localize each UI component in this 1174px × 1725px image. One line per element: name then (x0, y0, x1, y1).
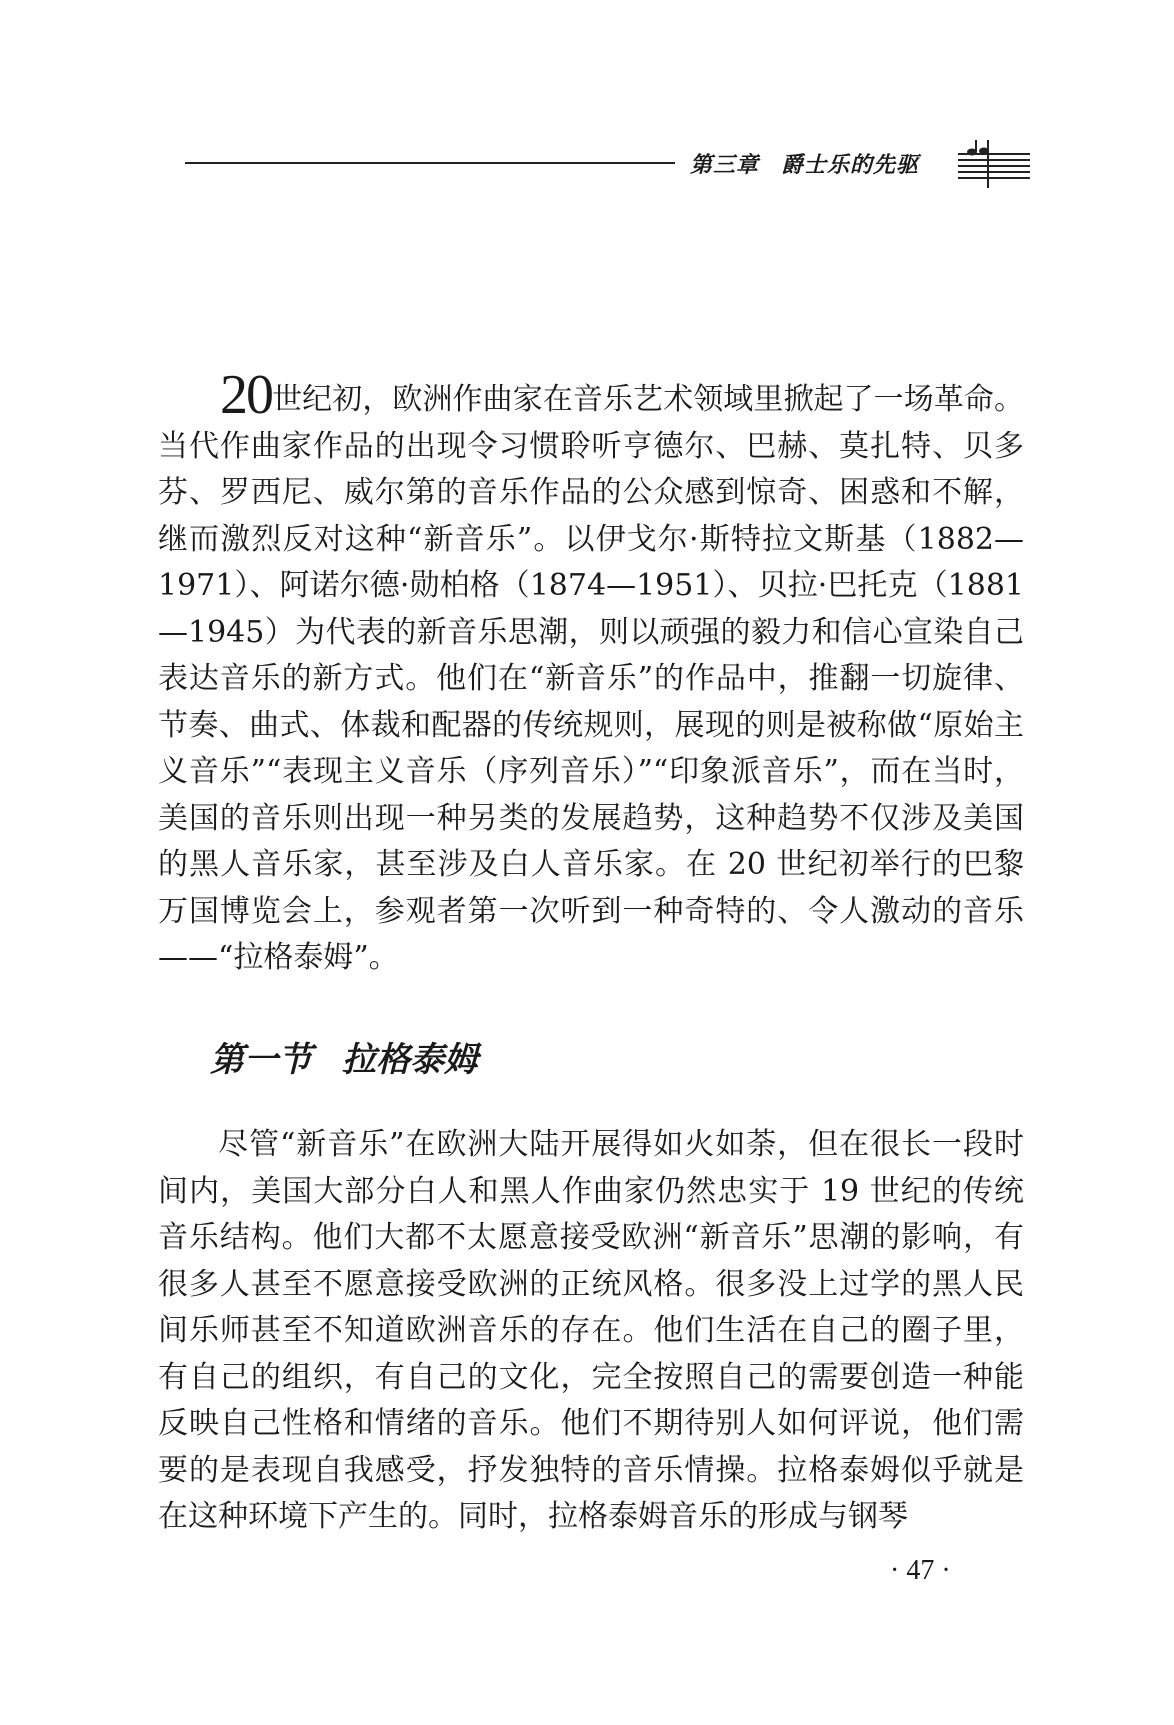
dropcap: 20 (220, 364, 272, 426)
section-heading (210, 1032, 478, 1081)
section-title: 拉格泰姆 (342, 1040, 478, 1080)
running-header (690, 148, 919, 179)
intro-paragraph (158, 364, 1024, 982)
section-paragraph: 尽管“新音乐”在欧洲大陆开展得如火如荼，但在很长一段时间内，美国大部分白人和黑人作曲家仍然忠实于 19 世纪的传统音乐结构。他们大都不太愿意接受欧洲“新音乐”思潮的影响，有很多人甚至不愿意接受欧洲的正统风格。很多没上过学的黑人民间乐师甚至不知道欧洲音乐的存在。他们生活在自己的圈子里，有自己的组织，有自己的文化，完全按照自己的需要创造一种能反映自己性格和情绪的音乐。他们不期待别人如何评说，他们需要的是表现自我感受，抒发独特的音乐情操。拉格泰姆似乎就是在这种环境下产生的。同时，拉格泰姆音乐的形成与钢琴 (158, 1127, 1024, 1534)
music-staff-icon (958, 138, 1030, 190)
page-number: · 47 · (890, 1555, 951, 1586)
chapter-number: 第三章 (690, 152, 760, 178)
intro-text: 世纪初，欧洲作曲家在音乐艺术领域里掀起了一场革命。当代作曲家作品的出现令习惯聆听亨德尔、巴赫、莫扎特、贝多芬、罗西尼、威尔第的音乐作品的公众感到惊奇、困惑和不解，继而激烈反对这种“新音乐”。以伊戈尔·斯特拉文斯基（1882—1971）、阿诺尔德·勋柏格（1874—1951）、贝拉·巴托克（1881—1945）为代表的新音乐思潮，则以顽强的毅力和信心宣染自己表达音乐的新方式。他们在“新音乐”的作品中，推翻一切旋律、节奏、曲式、体裁和配器的传统规则，展现的则是被称做“原始主义音乐”“表现主义音乐（序列音乐）”“印象派音乐”，而在当时，美国的音乐则出现一种另类的发展趋势，这种趋势不仅涉及美国的黑人音乐家，甚至涉及白人音乐家。在 20 世纪初举行的巴黎万国博览会上，参观者第一次听到一种奇特的、令人激动的音乐——“拉格泰姆”。 (158, 382, 1024, 975)
section-number: 第一节 (210, 1040, 312, 1080)
chapter-title: 爵士乐的先驱 (781, 152, 920, 178)
header-rule (185, 162, 675, 164)
